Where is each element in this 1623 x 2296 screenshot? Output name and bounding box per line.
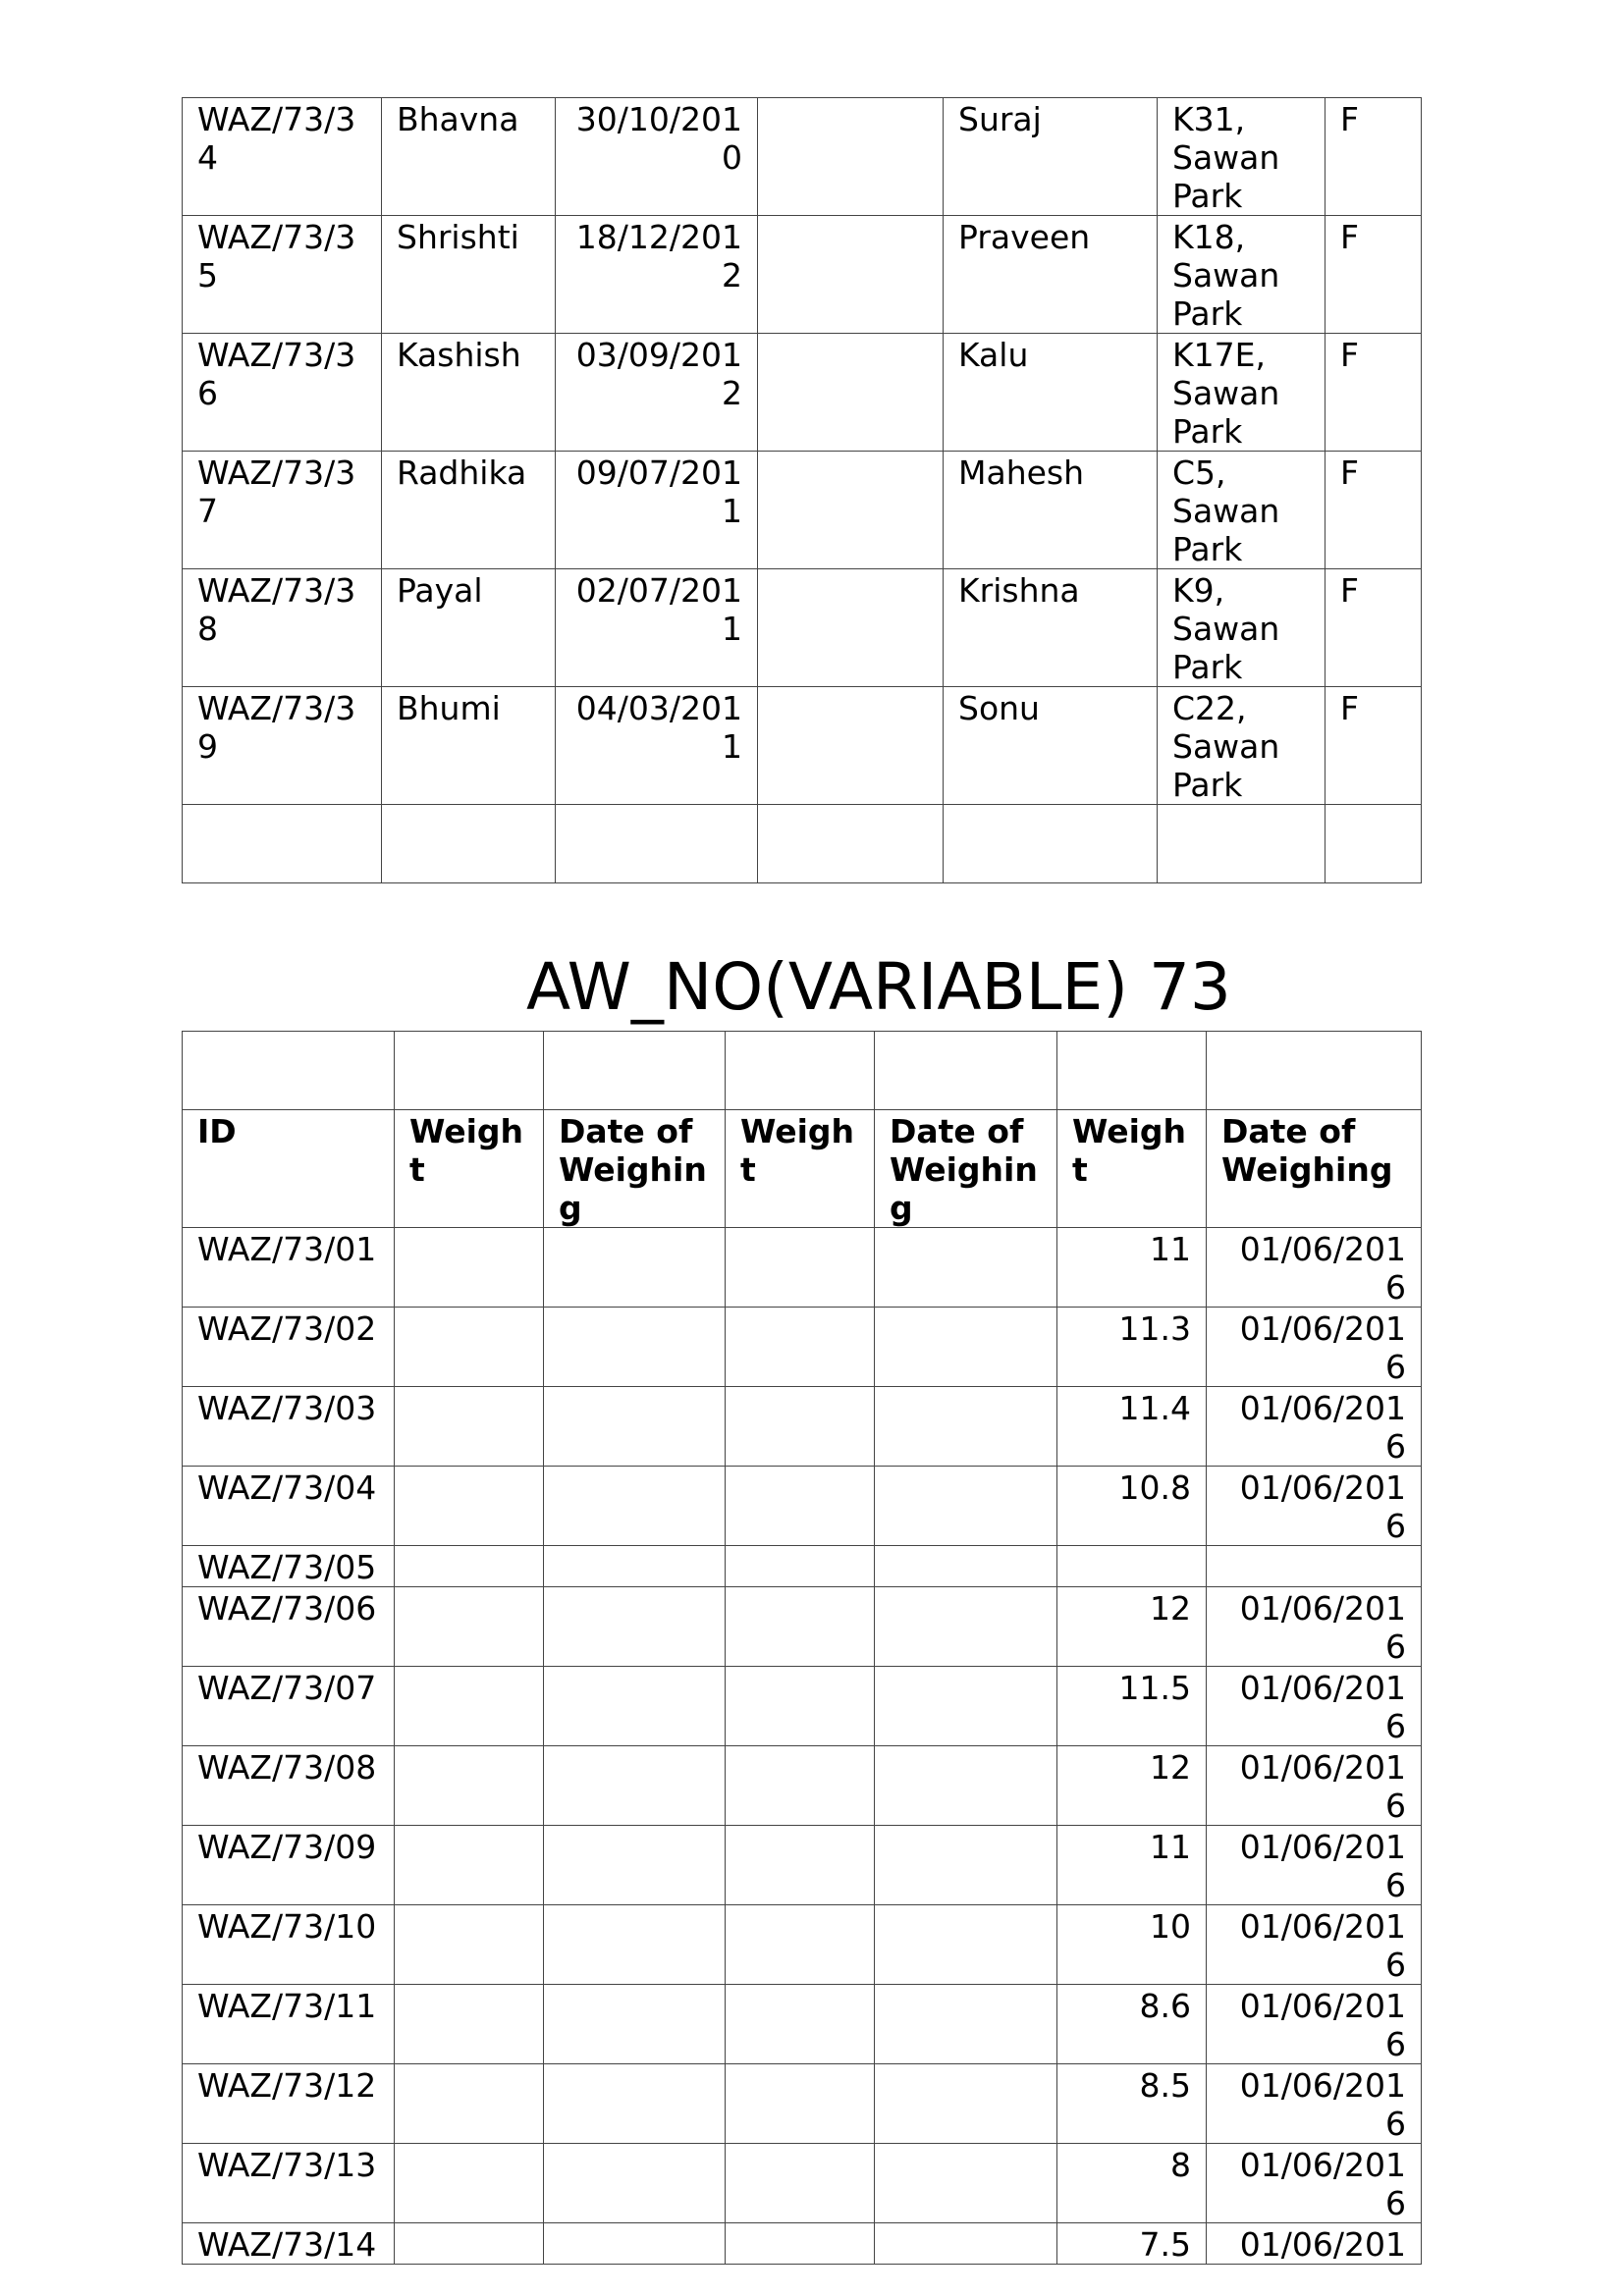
weight-cell: 11 [1057, 1228, 1207, 1308]
weight-cell [395, 1905, 544, 1985]
date-of-birth-cell: 30/10/2010 [556, 98, 758, 216]
weight-cell: 11.3 [1057, 1308, 1207, 1387]
animal-id-cell: WAZ/73/02 [183, 1308, 395, 1387]
date-of-weighing-cell: 01/06/2016 [1207, 1667, 1422, 1746]
parent-name-cell: Sonu [944, 687, 1158, 805]
address-cell: K31, Sawan Park [1158, 98, 1325, 216]
empty-cell [544, 1032, 726, 1110]
weight-cell [726, 1826, 875, 1905]
sex-cell: F [1325, 216, 1422, 334]
column-header: ID [183, 1110, 395, 1228]
weight-cell [726, 1467, 875, 1546]
animal-id-cell: WAZ/73/01 [183, 1228, 395, 1308]
weight-cell [395, 1228, 544, 1308]
empty-cell [758, 805, 944, 883]
blank-cell [758, 569, 944, 687]
empty-cell [183, 1032, 395, 1110]
date-of-birth-cell: 09/07/2011 [556, 452, 758, 569]
child-id-cell: WAZ/73/36 [183, 334, 382, 452]
children-register-table [182, 97, 1422, 883]
weight-cell [395, 1546, 544, 1587]
date-of-weighing-cell [875, 1985, 1057, 2064]
animal-id-cell: WAZ/73/04 [183, 1467, 395, 1546]
blank-cell [758, 98, 944, 216]
date-of-weighing-cell: 01/06/2016 [1207, 1587, 1422, 1667]
date-of-birth-cell: 04/03/2011 [556, 687, 758, 805]
date-of-weighing-cell: 01/06/2016 [1207, 2064, 1422, 2144]
date-of-weighing-cell [875, 1587, 1057, 1667]
animal-id-cell: WAZ/73/03 [183, 1387, 395, 1467]
parent-name-cell: Krishna [944, 569, 1158, 687]
weight-cell [395, 1826, 544, 1905]
empty-cell [1158, 805, 1325, 883]
date-of-weighing-cell [544, 2064, 726, 2144]
sex-cell: F [1325, 452, 1422, 569]
empty-row [183, 805, 1422, 883]
date-of-weighing-cell [544, 1546, 726, 1587]
child-name-cell: Payal [382, 569, 556, 687]
date-of-weighing-cell [544, 1826, 726, 1905]
table-row [183, 1905, 1422, 1985]
weight-cell [726, 1587, 875, 1667]
blank-cell [758, 216, 944, 334]
date-of-weighing-cell [875, 1308, 1057, 1387]
date-of-weighing-cell [544, 1228, 726, 1308]
column-header: Weight [726, 1110, 875, 1228]
blank-cell [758, 687, 944, 805]
weight-cell: 8.6 [1057, 1985, 1207, 2064]
animal-id-cell: WAZ/73/06 [183, 1587, 395, 1667]
date-of-weighing-cell [544, 1467, 726, 1546]
column-header: Date of Weighing [544, 1110, 726, 1228]
table-row [183, 98, 1422, 216]
date-of-weighing-cell [875, 1387, 1057, 1467]
date-of-weighing-cell: 01/06/2016 [1207, 1826, 1422, 1905]
table-row [183, 1667, 1422, 1746]
weight-cell: 10 [1057, 1905, 1207, 1985]
date-of-birth-cell: 03/09/2012 [556, 334, 758, 452]
table-row [183, 687, 1422, 805]
weight-cell [726, 1985, 875, 2064]
date-of-weighing-cell [544, 2223, 726, 2265]
address-cell: K18, Sawan Park [1158, 216, 1325, 334]
date-of-weighing-cell: 01/06/2016 [1207, 1905, 1422, 1985]
column-header: Weight [395, 1110, 544, 1228]
date-of-weighing-cell: 01/06/2016 [1207, 1467, 1422, 1546]
weight-cell: 10.8 [1057, 1467, 1207, 1546]
date-of-weighing-cell [1207, 1546, 1422, 1587]
empty-cell [875, 1032, 1057, 1110]
empty-cell [1207, 1032, 1422, 1110]
weight-cell: 11 [1057, 1826, 1207, 1905]
date-of-weighing-cell [875, 1667, 1057, 1746]
weight-cell [395, 1746, 544, 1826]
date-of-weighing-cell [544, 2144, 726, 2223]
date-of-weighing-cell [875, 2064, 1057, 2144]
weight-cell [726, 1228, 875, 1308]
child-id-cell: WAZ/73/35 [183, 216, 382, 334]
section-title: AW_NO(VARIABLE) 73 [526, 949, 1231, 1025]
date-of-weighing-cell [875, 1467, 1057, 1546]
empty-cell [1057, 1032, 1207, 1110]
animal-id-cell: WAZ/73/09 [183, 1826, 395, 1905]
date-of-weighing-cell: 01/06/201 [1207, 2223, 1422, 2265]
column-header: Weight [1057, 1110, 1207, 1228]
empty-cell [183, 805, 382, 883]
table-row [183, 1985, 1422, 2064]
weight-cell: 7.5 [1057, 2223, 1207, 2265]
date-of-weighing-cell: 01/06/2016 [1207, 1308, 1422, 1387]
table-row [183, 334, 1422, 452]
weight-cell [726, 1905, 875, 1985]
child-name-cell: Kashish [382, 334, 556, 452]
date-of-weighing-cell: 01/06/2016 [1207, 1985, 1422, 2064]
date-of-weighing-cell [544, 1387, 726, 1467]
empty-cell [556, 805, 758, 883]
weight-cell: 8 [1057, 2144, 1207, 2223]
weight-cell [395, 2223, 544, 2265]
child-id-cell: WAZ/73/37 [183, 452, 382, 569]
weight-cell [395, 1587, 544, 1667]
weight-cell [726, 2064, 875, 2144]
animal-id-cell: WAZ/73/05 [183, 1546, 395, 1587]
child-name-cell: Shrishti [382, 216, 556, 334]
child-id-cell: WAZ/73/38 [183, 569, 382, 687]
table-row [183, 1228, 1422, 1308]
weight-cell [726, 1387, 875, 1467]
child-id-cell: WAZ/73/34 [183, 98, 382, 216]
animal-id-cell: WAZ/73/11 [183, 1985, 395, 2064]
table-row [183, 569, 1422, 687]
child-name-cell: Bhumi [382, 687, 556, 805]
date-of-weighing-cell [875, 1228, 1057, 1308]
child-name-cell: Radhika [382, 452, 556, 569]
parent-name-cell: Mahesh [944, 452, 1158, 569]
column-header: Date of Weighing [875, 1110, 1057, 1228]
address-cell: K17E, Sawan Park [1158, 334, 1325, 452]
table-row [183, 452, 1422, 569]
date-of-birth-cell: 02/07/2011 [556, 569, 758, 687]
parent-name-cell: Praveen [944, 216, 1158, 334]
weight-cell [395, 1467, 544, 1546]
date-of-weighing-cell [544, 1667, 726, 1746]
parent-name-cell: Kalu [944, 334, 1158, 452]
sex-cell: F [1325, 98, 1422, 216]
sex-cell: F [1325, 569, 1422, 687]
weight-cell [726, 1667, 875, 1746]
parent-name-cell: Suraj [944, 98, 1158, 216]
table-row [183, 1746, 1422, 1826]
weight-cell: 11.5 [1057, 1667, 1207, 1746]
address-cell: C5, Sawan Park [1158, 452, 1325, 569]
date-of-weighing-cell [875, 1826, 1057, 1905]
date-of-weighing-cell: 01/06/2016 [1207, 1746, 1422, 1826]
date-of-weighing-cell [875, 1746, 1057, 1826]
date-of-weighing-cell [875, 2223, 1057, 2265]
empty-cell [944, 805, 1158, 883]
date-of-weighing-cell [875, 2144, 1057, 2223]
weight-cell [726, 1746, 875, 1826]
empty-cell [1325, 805, 1422, 883]
animal-id-cell: WAZ/73/13 [183, 2144, 395, 2223]
weight-cell [395, 2144, 544, 2223]
animal-id-cell: WAZ/73/12 [183, 2064, 395, 2144]
weight-cell [726, 1546, 875, 1587]
blank-cell [758, 334, 944, 452]
animal-id-cell: WAZ/73/08 [183, 1746, 395, 1826]
sex-cell: F [1325, 334, 1422, 452]
weight-cell [395, 1667, 544, 1746]
table-row [183, 1587, 1422, 1667]
weight-cell: 12 [1057, 1746, 1207, 1826]
date-of-birth-cell: 18/12/2012 [556, 216, 758, 334]
blank-cell [758, 452, 944, 569]
empty-cell [395, 1032, 544, 1110]
date-of-weighing-cell: 01/06/2016 [1207, 1387, 1422, 1467]
date-of-weighing-cell [544, 1587, 726, 1667]
weight-cell [1057, 1546, 1207, 1587]
animal-id-cell: WAZ/73/10 [183, 1905, 395, 1985]
empty-cell [382, 805, 556, 883]
weighing-table [182, 1031, 1422, 2265]
weight-cell [395, 1308, 544, 1387]
weight-cell [395, 1387, 544, 1467]
weight-cell [395, 1985, 544, 2064]
table-row [183, 2223, 1422, 2265]
date-of-weighing-cell [544, 1746, 726, 1826]
address-cell: C22, Sawan Park [1158, 687, 1325, 805]
date-of-weighing-cell [544, 1905, 726, 1985]
table-row [183, 1546, 1422, 1587]
table-row [183, 1387, 1422, 1467]
animal-id-cell: WAZ/73/14 [183, 2223, 395, 2265]
table-row [183, 2144, 1422, 2223]
child-name-cell: Bhavna [382, 98, 556, 216]
column-header: Date of Weighing [1207, 1110, 1422, 1228]
weight-cell [726, 2223, 875, 2265]
child-id-cell: WAZ/73/39 [183, 687, 382, 805]
weight-cell [726, 2144, 875, 2223]
weight-cell: 8.5 [1057, 2064, 1207, 2144]
date-of-weighing-cell: 01/06/2016 [1207, 2144, 1422, 2223]
weight-cell [395, 2064, 544, 2144]
weight-cell: 11.4 [1057, 1387, 1207, 1467]
table-row [183, 1467, 1422, 1546]
empty-row [183, 1032, 1422, 1110]
date-of-weighing-cell [875, 1546, 1057, 1587]
table-row [183, 216, 1422, 334]
date-of-weighing-cell [544, 1308, 726, 1387]
weight-cell: 12 [1057, 1587, 1207, 1667]
address-cell: K9, Sawan Park [1158, 569, 1325, 687]
date-of-weighing-cell [544, 1985, 726, 2064]
table-row [183, 2064, 1422, 2144]
date-of-weighing-cell [875, 1905, 1057, 1985]
date-of-weighing-cell: 01/06/2016 [1207, 1228, 1422, 1308]
table-row [183, 1826, 1422, 1905]
header-row [183, 1110, 1422, 1228]
animal-id-cell: WAZ/73/07 [183, 1667, 395, 1746]
table-row [183, 1308, 1422, 1387]
weight-cell [726, 1308, 875, 1387]
empty-cell [726, 1032, 875, 1110]
sex-cell: F [1325, 687, 1422, 805]
